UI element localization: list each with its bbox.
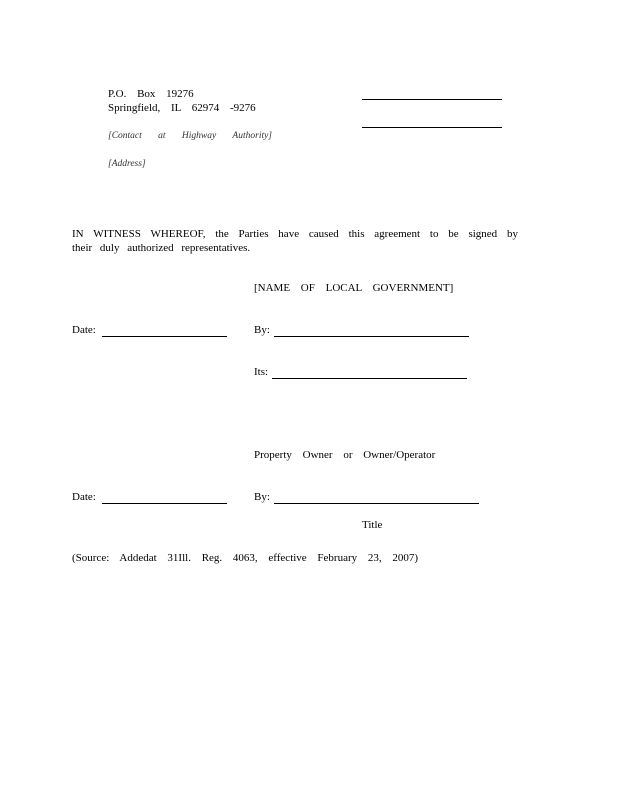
address-placeholder: [Address]: [108, 159, 146, 169]
source-citation: (Source: Addedat 31Ill. Reg. 4063, effective February 23, 2007): [72, 552, 419, 564]
witness-paragraph: IN WITNESS WHEREOF, the Parties have caused this agreement to be signed by their duly authorized representatives.: [72, 228, 518, 254]
title-label: Title: [362, 519, 383, 531]
po-box: P.O. Box 19276: [108, 88, 194, 100]
by-label-2: By:: [254, 491, 270, 503]
contact-placeholder: [Contact at Highway Authority]: [108, 131, 273, 141]
by-line-1[interactable]: [274, 336, 469, 337]
its-label: Its:: [254, 366, 269, 378]
date-label-1: Date:: [72, 324, 96, 336]
by-label-1: By:: [254, 324, 270, 336]
date-label-2: Date:: [72, 491, 96, 503]
city-line: Springfield, IL 62974 -9276: [108, 102, 256, 114]
date-line-1[interactable]: [102, 336, 227, 337]
its-line[interactable]: [272, 378, 467, 379]
by-line-2[interactable]: [274, 503, 479, 504]
local-government-name: [NAME OF LOCAL GOVERNMENT]: [254, 282, 454, 294]
signature-line-top-2[interactable]: [362, 127, 502, 128]
date-line-2[interactable]: [102, 503, 227, 504]
property-owner-name: Property Owner or Owner/Operator: [254, 449, 436, 461]
signature-line-top-1[interactable]: [362, 99, 502, 100]
